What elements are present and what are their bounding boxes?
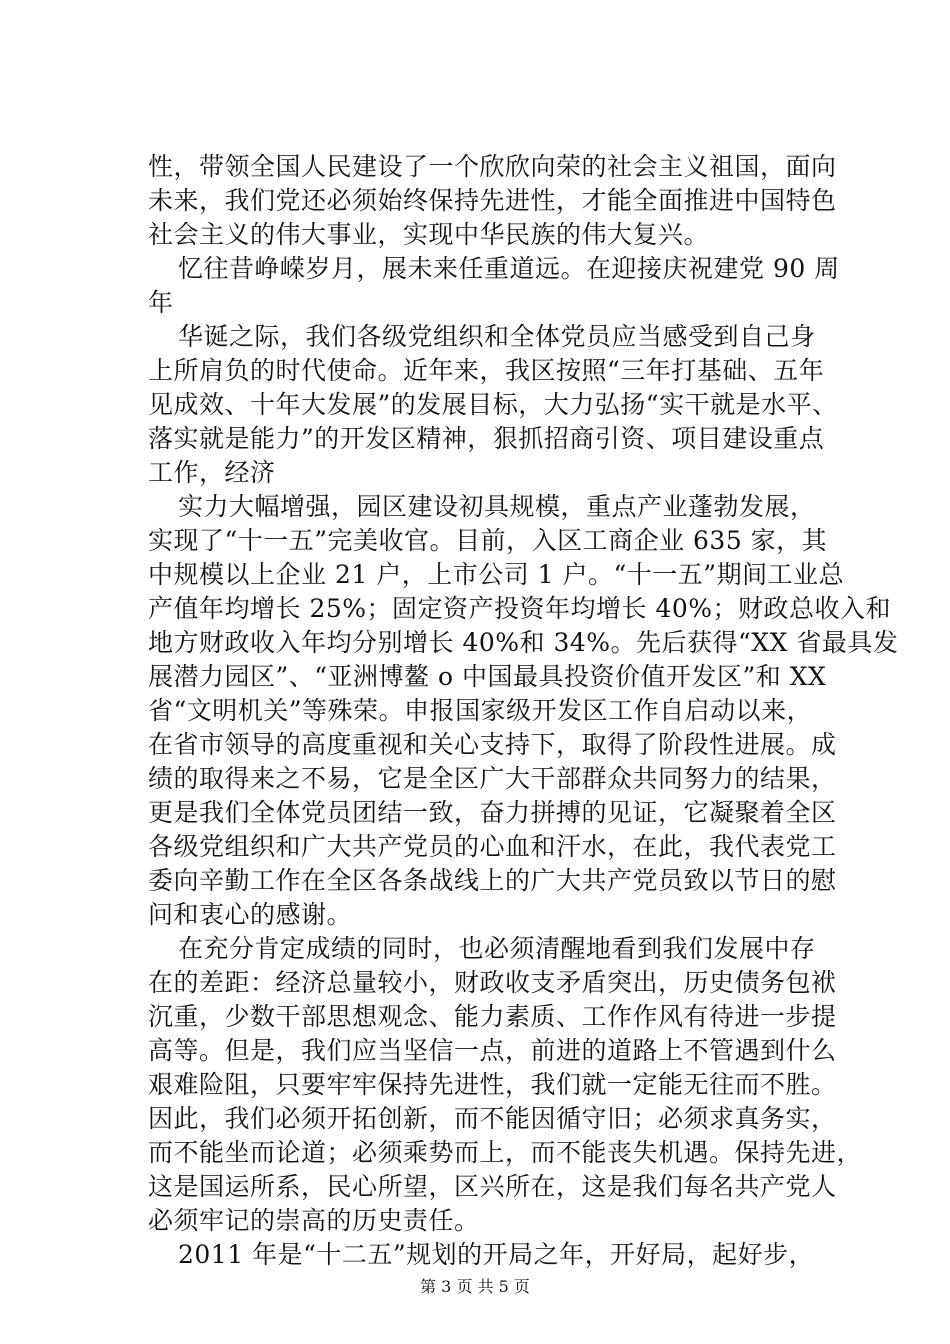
text-line: 中规模以上企业 21 户，上市公司 1 户。“十一五”期间工业总 — [148, 560, 845, 589]
text-line: 地方财政收入年均分别增长 40%和 34%。先后获得“XX 省最具发 — [148, 628, 899, 657]
text-line: 省“文明机关”等殊荣。申报国家级开发区工作自启动以来， — [148, 696, 813, 725]
text-line: 忆往昔峥嵘岁月，展未来任重道远。在迎接庆祝建党 90 周 — [178, 254, 840, 283]
page-footer: 第 3 页 共 5 页 — [420, 1277, 530, 1296]
text-line: 落实就是能力”的开发区精神，狠抓招商引资、项目建设重点 — [148, 424, 825, 453]
text-line: 年 — [148, 288, 174, 317]
text-line: 沉重，少数干部思想观念、能力素质、工作作风有待进一步提 — [148, 1002, 837, 1031]
text-line: 艰难险阻，只要牢牢保持先进性，我们就一定能无往而不胜。 — [148, 1070, 837, 1099]
text-line: 而不能坐而论道；必须乘势而上，而不能丧失机遇。保持先进， — [148, 1138, 863, 1167]
text-line: 在充分肯定成绩的同时，也必须清醒地看到我们发展中存 — [178, 934, 816, 963]
text-line: 上所肩负的时代使命。近年来，我区按照“三年打基础、五年 — [148, 356, 825, 385]
text-line: 各级党组织和广大共产党员的心血和汗水，在此，我代表党工 — [148, 832, 837, 861]
text-line: 必须牢记的崇高的历史责任。 — [148, 1206, 480, 1235]
text-line: 工作，经济 — [148, 458, 276, 487]
document-body — [148, 150, 899, 1272]
text-line: 在省市领导的高度重视和关心支持下，取得了阶段性进展。成 — [148, 730, 837, 759]
text-line: 性，带领全国人民建设了一个欣欣向荣的社会主义祖国，面向 — [148, 152, 837, 181]
text-line: 委向辛勤工作在全区各条战线上的广大共产党员致以节日的慰 — [148, 866, 837, 895]
text-line: 这是国运所系，民心所望，区兴所在，这是我们每名共产党人 — [148, 1172, 837, 1201]
text-line: 社会主义的伟大事业，实现中华民族的伟大复兴。 — [148, 220, 710, 249]
text-line: 绩的取得来之不易，它是全区广大干部群众共同努力的结果， — [148, 764, 837, 793]
text-line: 2011 年是“十二五”规划的开局之年，开好局，起好步， — [178, 1240, 815, 1269]
text-line: 实力大幅增强，园区建设初具规模，重点产业蓬勃发展， — [178, 492, 816, 521]
text-line: 见成效、十年大发展”的发展目标，大力弘扬“实干就是水平、 — [148, 390, 838, 419]
text-line: 更是我们全体党员团结一致，奋力拼搏的见证，它凝聚着全区 — [148, 798, 837, 827]
text-line: 产值年均增长 25%；固定资产投资年均增长 40%；财政总收入和 — [148, 594, 892, 623]
text-line: 因此，我们必须开拓创新，而不能因循守旧；必须求真务实， — [148, 1104, 837, 1133]
text-line: 展潜力园区”、“亚洲博鳌 o 中国最具投资价值开发区”和 XX — [148, 662, 827, 691]
text-line: 华诞之际，我们各级党组织和全体党员应当感受到自己身 — [178, 322, 816, 351]
text-line: 未来，我们党还必须始终保持先进性，才能全面推进中国特色 — [148, 186, 837, 215]
text-line: 在的差距：经济总量较小，财政收支矛盾突出，历史债务包袱 — [148, 968, 837, 997]
text-line: 实现了“十一五”完美收官。目前，入区工商企业 635 家，其 — [148, 526, 828, 555]
text-line: 高等。但是，我们应当坚信一点，前进的道路上不管遇到什么 — [148, 1036, 837, 1065]
text-line: 问和衷心的感谢。 — [148, 900, 353, 929]
